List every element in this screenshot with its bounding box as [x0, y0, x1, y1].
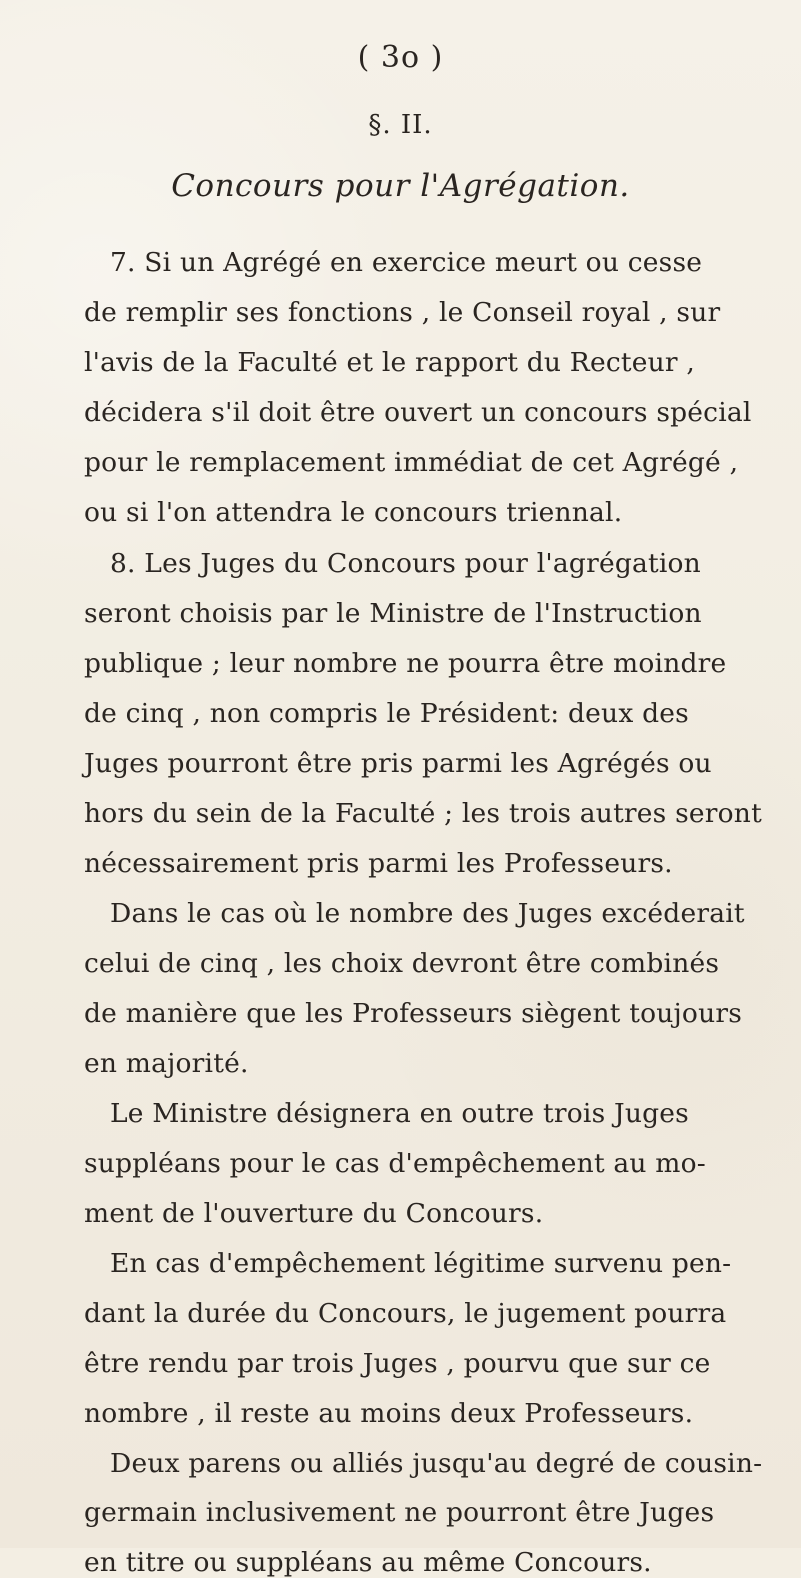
text-line: Juges pourront être pris parmi les Agrégés ou	[84, 748, 712, 779]
text-line: de remplir ses fonctions , le Conseil royal , sur	[84, 297, 721, 328]
text-line: pour le remplacement immédiat de cet Agrégé ,	[84, 447, 739, 478]
text-line: décidera s'il doit être ouvert un concours spécial	[84, 397, 752, 428]
text-line: en titre ou suppléans au même Concours.	[84, 1547, 652, 1578]
text-line: suppléans pour le cas d'empêchement au mo-	[84, 1148, 706, 1179]
text-line: Dans le cas où le nombre des Juges excéderait	[110, 898, 745, 929]
text-line: dant la durée du Concours, le jugement pourra	[84, 1298, 727, 1329]
text-line: l'avis de la Faculté et le rapport du Recteur ,	[84, 347, 695, 378]
text-line: de manière que les Professeurs siègent toujours	[84, 998, 743, 1029]
text-line: seront choisis par le Ministre de l'Instruction	[84, 598, 702, 629]
text-line: 8. Les Juges du Concours pour l'agrégation	[110, 548, 701, 579]
text-line: ment de l'ouverture du Concours.	[84, 1198, 544, 1229]
text-line: nombre , il reste au moins deux Professeurs.	[84, 1398, 694, 1429]
text-line: être rendu par trois Juges , pourvu que sur ce	[84, 1348, 711, 1379]
text-line: publique ; leur nombre ne pourra être moindre	[84, 648, 727, 679]
text-line: Deux parens ou alliés jusqu'au degré de cousin-	[110, 1448, 763, 1479]
page-title: Concours pour l'Agrégation.	[171, 168, 630, 204]
text-line: hors du sein de la Faculté ; les trois autres seront	[84, 798, 762, 829]
text-line: Le Ministre désignera en outre trois Juges	[110, 1098, 689, 1129]
text-line: ou si l'on attendra le concours triennal.	[84, 497, 623, 528]
section-heading: §. II.	[368, 110, 433, 140]
text-line: en majorité.	[84, 1048, 249, 1079]
text-line: 7. Si un Agrégé en exercice meurt ou cesse	[110, 247, 703, 278]
text-line: de cinq , non compris le Président: deux des	[84, 698, 689, 729]
text-line: nécessairement pris parmi les Professeurs.	[84, 848, 673, 879]
page-number: ( 3o )	[357, 40, 444, 75]
text-line: germain inclusivement ne pourront être Juges	[84, 1497, 715, 1528]
text-line: celui de cinq , les choix devront être combinés	[84, 948, 720, 979]
text-line: En cas d'empêchement légitime survenu pen-	[110, 1248, 732, 1279]
